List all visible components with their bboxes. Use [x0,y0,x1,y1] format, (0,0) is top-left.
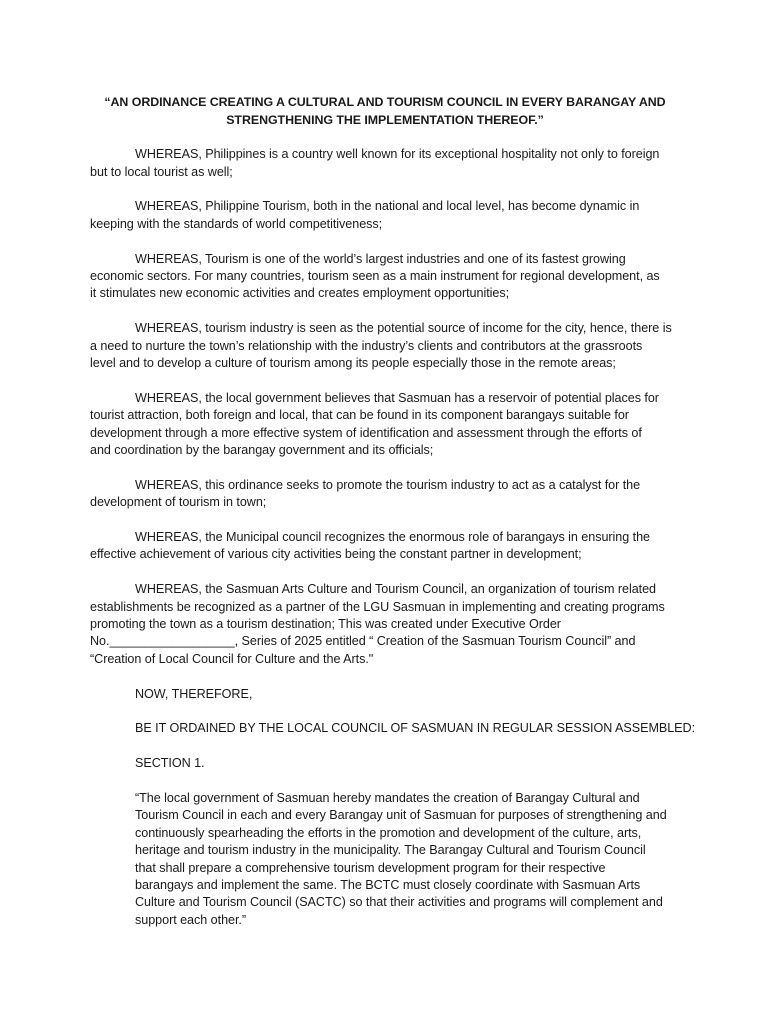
ordinance-title [90,94,680,129]
section-1-body [90,790,680,929]
paragraph-line: keeping with the standards of world competitiveness; [90,216,383,231]
whereas-paragraph [90,146,680,181]
paragraph-line: WHEREAS, the Municipal council recognizes the enormous role of barangays in ensuring the [135,530,651,545]
paragraph-line: “Creation of Local Council for Culture and the Arts." [90,651,374,666]
paragraph-line: development through a more effective system of identification and assessment through the efforts of [90,425,642,440]
whereas-paragraph [90,198,680,233]
paragraph-line: a need to nurture the town’s relationship with the industry’s clients and contributors at the grassroots [90,338,643,353]
title-line: STRENGTHENING THE IMPLEMENTATION THEREOF.” [226,112,544,127]
whereas-paragraph [90,581,680,668]
paragraph-line: it stimulates new economic activities and creates employment opportunities; [90,286,510,301]
section-1-line: support each other.” [135,912,247,927]
whereas-paragraph [90,529,680,564]
paragraph-line: level and to develop a culture of tourism among its people especially those in the remote areas; [90,356,616,371]
paragraph-line: WHEREAS, Philippines is a country well known for its exceptional hospitality not only to foreign [135,147,660,162]
whereas-paragraph [90,251,680,303]
section-1-line: continuously spearheading the efforts in the promotion and development of the culture, arts, [135,825,642,840]
paragraph-line: WHEREAS, the local government believes that Sasmuan has a reservoir of potential places for [135,390,659,405]
now-therefore-clause [90,686,680,703]
ordained-text: BE IT ORDAINED BY THE LOCAL COUNCIL OF SASMUAN IN REGULAR SESSION ASSEMBLED: [135,721,696,736]
paragraph-line: WHEREAS, the Sasmuan Arts Culture and Tourism Council, an organization of tourism related [135,582,657,597]
paragraph-line: promoting the town as a tourism destination; This was created under Executive Order [90,617,561,632]
whereas-paragraph [90,477,680,512]
section-heading [90,755,680,772]
ordained-clause [90,720,696,737]
paragraph-line: economic sectors. For many countries, tourism seen as a main instrument for regional development, as [90,269,660,283]
whereas-paragraph [90,320,680,372]
paragraph-line: No.__________________, Series of 2025 entitled “ Creation of the Sasmuan Tourism Council” and [90,634,636,649]
paragraph-line: but to local tourist as well; [90,164,233,179]
paragraph-line: tourist attraction, both foreign and local, that can be found in its component barangays suitable for [90,408,629,423]
section-1-line: heritage and tourism industry in the municipality. The Barangay Cultural and Tourism Council [135,843,646,858]
now-therefore-text: NOW, THEREFORE, [135,686,253,701]
paragraph-line: establishments be recognized as a partner of the LGU Sasmuan in implementing and creating programs [90,599,665,614]
section-1-line: barangays and implement the same. The BCTC must closely coordinate with Sasmuan Arts [135,878,641,893]
paragraph-line: WHEREAS, tourism industry is seen as the potential source of income for the city, hence, there is [135,321,672,336]
section-heading-text: SECTION 1. [135,756,205,771]
section-1-line: “The local government of Sasmuan hereby mandates the creation of Barangay Cultural and [135,791,640,806]
paragraph-line: WHEREAS, Tourism is one of the world’s largest industries and one of its fastest growing [135,251,626,266]
paragraph-line: and coordination by the barangay government and its officials; [90,443,434,458]
section-1-line: Tourism Council in each and every Barangay unit of Sasmuan for purposes of strengthening and [135,808,667,823]
paragraph-line: effective achievement of various city activities being the constant partner in development; [90,547,582,562]
title-line: “AN ORDINANCE CREATING A CULTURAL AND TOURISM COUNCIL IN EVERY BARANGAY AND [104,95,666,109]
paragraph-line: WHEREAS, Philippine Tourism, both in the national and local level, has become dynamic in [135,199,640,214]
section-1-line: Culture and Tourism Council (SACTC) so that their activities and programs will complement and [135,895,663,910]
paragraph-line: WHEREAS, this ordinance seeks to promote the tourism industry to act as a catalyst for the [135,477,641,492]
section-1-line: that shall prepare a comprehensive tourism development program for their respective [135,860,606,875]
paragraph-line: development of tourism in town; [90,495,267,510]
ordinance-document [90,94,696,947]
whereas-paragraph [90,390,680,460]
